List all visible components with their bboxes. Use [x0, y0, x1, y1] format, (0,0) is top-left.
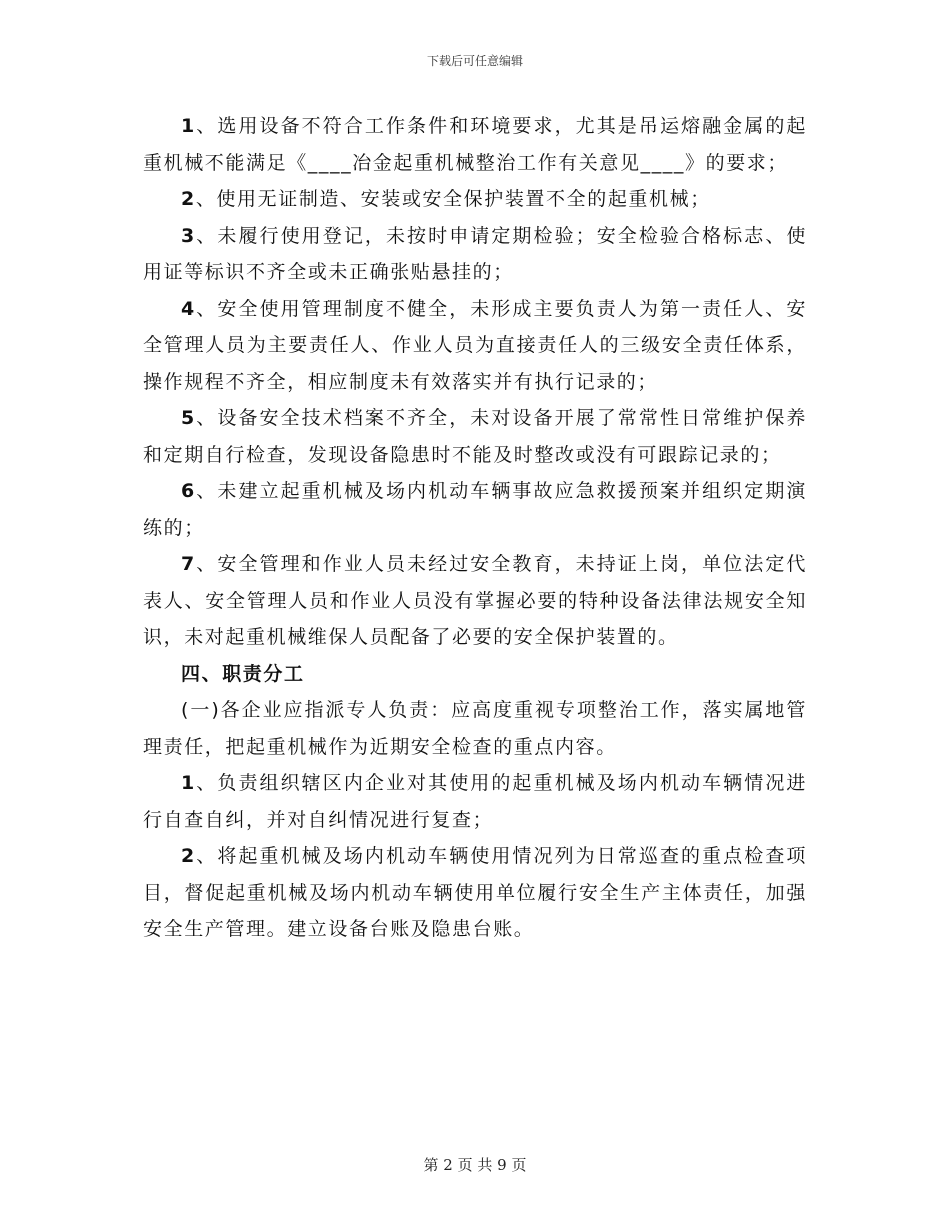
item-text: 、未履行使用登记，未按时申请定期检验；安全检验合格标志、使用证等标识不齐全或未正确张贴悬挂的； [143, 224, 807, 283]
list-item [143, 838, 807, 948]
item-number: 2 [181, 845, 196, 867]
subsection-paragraph: (一)各企业应指派专人负责：应高度重视专项整治工作，落实属地管理责任，把起重机械作为近期安全检查的重点内容。 [143, 699, 807, 758]
list-item [143, 181, 807, 218]
item-text: 、设备安全技术档案不齐全，未对设备开展了常常性日常维护保养和定期自行检查，发现设备隐患时不能及时整改或没有可跟踪记录的； [143, 407, 807, 466]
item-text: 、安全使用管理制度不健全，未形成主要负责人为第一责任人、安全管理人员为主要责任人、作业人员为直接责任人的三级安全责任体系，操作规程不齐全，相应制度未有效落实并有执行记录的； [143, 297, 807, 393]
item-number: 6 [181, 480, 196, 502]
list-item [143, 108, 807, 181]
item-text: 、将起重机械及场内机动车辆使用情况列为日常巡查的重点检查项目，督促起重机械及场内机动车辆使用单位履行安全生产主体责任，加强安全生产管理。建立设备台账及隐患台账。 [143, 845, 807, 940]
list-item [143, 291, 807, 401]
item-number: 5 [181, 407, 196, 429]
item-number: 1 [181, 115, 196, 137]
page-footer: 第 2 页 共 9 页 [423, 1156, 527, 1174]
item-text: 、安全管理和作业人员未经过安全教育，未持证上岗，单位法定代表人、安全管理人员和作业人员没有掌握必要的特种设备法律法规安全知识，未对起重机械维保人员配备了必要的安全保护装置的。 [143, 553, 807, 648]
item-number: 2 [181, 188, 196, 210]
list-item [143, 218, 807, 291]
document-body [143, 108, 807, 948]
list-item [143, 546, 807, 656]
item-text: 、使用无证制造、安装或安全保护装置不全的起重机械； [195, 188, 711, 210]
item-text: 、选用设备不符合工作条件和环境要求，尤其是吊运熔融金属的起重机械不能满足《____冶金起重机械整治工作有关意见____》的要求； [143, 115, 807, 174]
section-heading: 四、职责分工 [181, 662, 305, 685]
item-number: 4 [181, 297, 196, 320]
list-item [143, 400, 807, 473]
item-number: 3 [181, 224, 196, 247]
item-text: 、未建立起重机械及场内机动车辆事故应急救援预案并组织定期演练的； [143, 480, 807, 539]
item-number: 1 [181, 772, 196, 794]
page-header: 下载后可任意编辑 [426, 54, 523, 68]
list-item [143, 473, 807, 546]
item-text: 、负责组织辖区内企业对其使用的起重机械及场内机动车辆情况进行自查自纠，并对自纠情况进行复查； [143, 772, 807, 831]
item-number: 7 [181, 553, 196, 575]
list-item [143, 765, 807, 838]
